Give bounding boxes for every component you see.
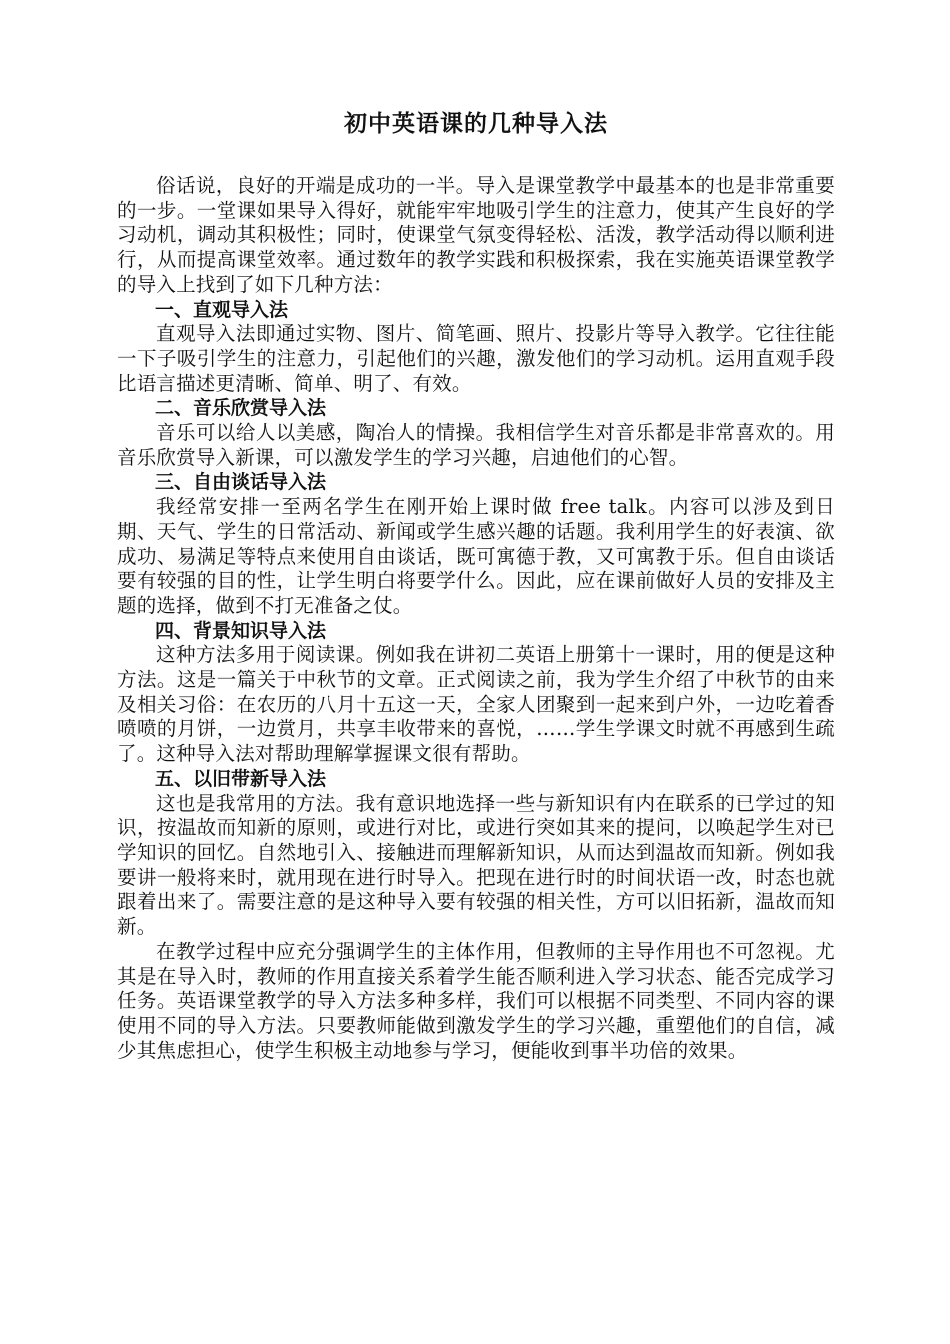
conclusion-paragraph: 在教学过程中应充分强调学生的主体作用，但教师的主导作用也不可忽视。尤其是在导入时，教师的作用直接关系着学生能否顺利进入学习状态、能否完成学习任务。英语课堂教学的导入方法多种多样，我们可以根据不同类型、不同内容的课使用不同的导入方法。只要教师能做到激发学生的学习兴趣，重塑他们的自信，减少其焦虑担心，使学生积极主动地参与学习，便能收到事半功倍的效果。 [117,939,835,1062]
section-5 [117,767,835,940]
section-heading: 二、音乐欣赏导入法 [155,397,327,420]
section-1 [117,298,835,397]
document-title: 初中英语课的几种导入法 [344,111,608,137]
section-heading: 三、自由谈话导入法 [155,471,327,494]
section-body: 直观导入法即通过实物、图片、简笔画、照片、投影片等导入教学。它往往能一下子吸引学生的注意力，引起他们的兴趣，激发他们的学习动机。运用直观手段比语言描述更清晰、简单、明了、有效。 [117,322,835,395]
section-2 [117,396,835,470]
section-body: 音乐可以给人以美感，陶冶人的情操。我相信学生对音乐都是非常喜欢的。用音乐欣赏导入新课，可以激发学生的学习兴趣，启迪他们的心智。 [117,421,835,469]
section-heading: 一、直观导入法 [155,298,289,321]
section-heading: 五、以旧带新导入法 [155,767,327,790]
section-body: 这种方法多用于阅读课。例如我在讲初二英语上册第十一课时，用的便是这种方法。这是一篇关于中秋节的文章。正式阅读之前，我为学生介绍了中秋节的由来及相关习俗：在农历的八月十五这一天，全家人团聚到一起来到户外，一边吃着香喷喷的月饼，一边赏月，共享丰收带来的喜悦，……学生学课文时就不再感到生疏了。这种导入法对帮助理解掌握课文很有帮助。 [117,643,835,766]
intro-paragraph: 俗话说，良好的开端是成功的一半。导入是课堂教学中最基本的也是非常重要的一步。一堂课如果导入得好，就能牢牢地吸引学生的注意力，使其产生良好的学习动机，调动其积极性；同时，使课堂气氛变得轻松、活泼，教学活动得以顺利进行，从而提高课堂效率。通过数年的教学实践和积极探索，我在实施英语课堂教学的导入上找到了如下几种方法： [117,174,835,296]
section-3 [117,470,835,618]
document-page [117,104,835,1063]
section-body: 这也是我常用的方法。我有意识地选择一些与新知识有内在联系的已学过的知识，按温故而知新的原则，或进行对比，或进行突如其来的提问，以唤起学生对已学知识的回忆。自然地引入、接触进而理解新知识，从而达到温故而知新。例如我要讲一般将来时，就用现在进行时导入。把现在进行时的时间状语一改，时态也就跟着出来了。需要注意的是这种导入要有较强的相关性，方可以旧拓新，温故而知新。 [117,791,835,939]
section-heading: 四、背景知识导入法 [155,619,327,642]
section-body: 我经常安排一至两名学生在刚开始上课时做 free talk。内容可以涉及到日期、天气、学生的日常活动、新闻或学生感兴趣的话题。我利用学生的好表演、欲成功、易满足等特点来使用自由谈话，既可寓德于教，又可寓教于乐。但自由谈话要有较强的目的性，让学生明白将要学什么。因此，应在课前做好人员的安排及主题的选择，做到不打无准备之仗。 [117,495,835,617]
section-4 [117,619,835,767]
